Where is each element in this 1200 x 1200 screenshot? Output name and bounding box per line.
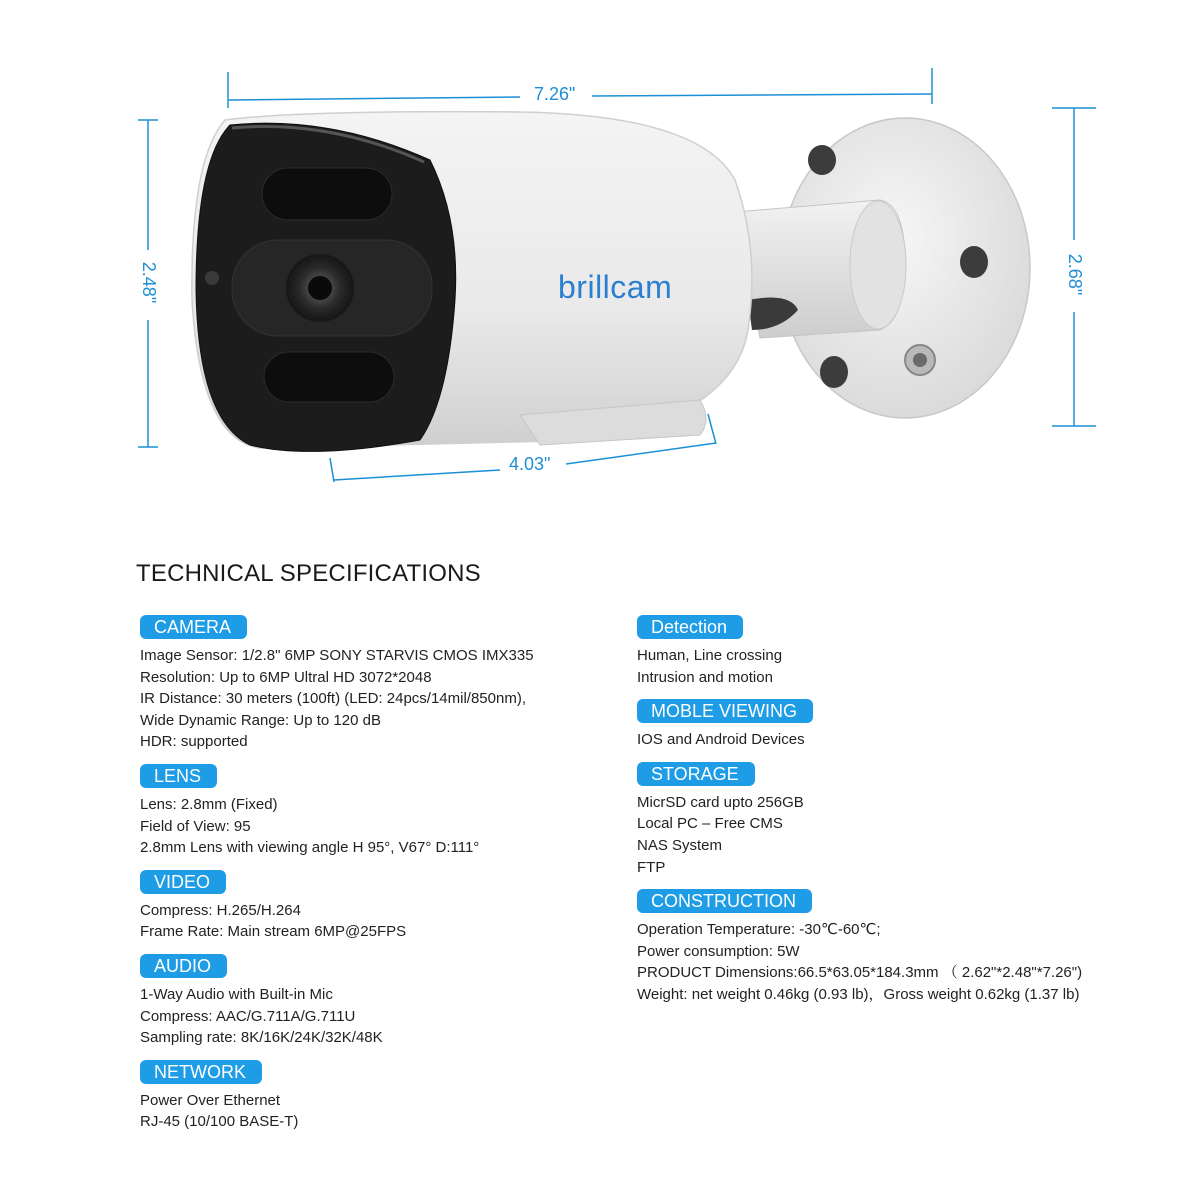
section-badge: CAMERA [140,615,247,639]
spec-section-video [140,870,660,943]
section-badge: AUDIO [140,954,227,978]
arm-joint [850,201,906,329]
spec-line: PRODUCT Dimensions:66.5*63.05*184.3mm （ 2.62"*2.48"*7.26") [637,964,1083,982]
sensor-dot [205,271,219,285]
spec-section-storage [637,762,1157,878]
spec-section-camera [140,615,660,753]
spec-line: HDR: supported [140,733,248,751]
spec-line: Resolution: Up to 6MP Ultral HD 3072*2048 [140,668,432,686]
spec-line: Intrusion and motion [637,668,773,686]
section-badge: MOBLE VIEWING [637,699,813,723]
section-badge: VIDEO [140,870,226,894]
section-badge: STORAGE [637,762,755,786]
spec-line: IOS and Android Devices [637,731,805,749]
spec-line: Weight: net weight 0.46kg (0.93 lb)，Gross weight 0.62kg (1.37 lb) [637,985,1080,1003]
mount-connector-core [913,353,927,367]
spec-section-mobile-viewing [637,699,1157,751]
spec-section-audio [140,954,660,1049]
spec-line: NAS System [637,836,723,854]
spec-line: Wide Dynamic Range: Up to 120 dB [140,711,381,729]
spec-column-left [140,615,660,1144]
section-badge: LENS [140,764,217,788]
mount-screw-hole [960,246,988,278]
ir-window-bottom [264,352,394,402]
page-title: TECHNICAL SPECIFICATIONS [136,560,481,587]
spec-section-lens [140,764,660,859]
section-badge: CONSTRUCTION [637,889,812,913]
spec-line: 2.8mm Lens with viewing angle H 95°, V67° D:111° [140,839,480,857]
spec-line: Power Over Ethernet [140,1091,281,1109]
section-badge: Detection [637,615,743,639]
ir-window-top [262,168,392,220]
brand-logo: brillcam [558,269,673,305]
dimension-length: 4.03" [505,454,554,475]
spec-line: RJ-45 (10/100 BASE-T) [140,1113,299,1131]
spec-column-right [637,615,1157,1017]
camera-illustration [0,0,1200,520]
spec-section-construction [637,889,1157,1005]
spec-line: Operation Temperature: -30℃-60℃; [637,921,881,939]
spec-section-network [140,1060,660,1133]
product-figure [0,0,1200,520]
mount-screw-hole [808,145,836,175]
spec-line: Power consumption: 5W [637,942,800,960]
spec-line: Field of View: 95 [140,817,251,835]
spec-line: Frame Rate: Main stream 6MP@25FPS [140,923,407,941]
dimension-height-left: 2.48" [138,258,159,307]
spec-line: Compress: AAC/G.711A/G.711U [140,1007,356,1025]
spec-line: MicrSD card upto 256GB [637,793,804,811]
spec-line: Human, Line crossing [637,647,783,664]
spec-line: Compress: H.265/H.264 [140,901,301,919]
spec-line: Lens: 2.8mm (Fixed) [140,795,278,813]
spec-line: 1-Way Audio with Built-in Mic [140,985,333,1003]
section-badge: NETWORK [140,1060,262,1084]
dimension-height-right: 2.68" [1064,250,1085,299]
spec-line: Local PC – Free CMS [637,815,783,833]
spec-line: FTP [637,858,666,876]
spec-line: Sampling rate: 8K/16K/24K/32K/48K [140,1029,383,1047]
dimension-width: 7.26" [530,84,579,105]
spec-line: Image Sensor: 1/2.8" 6MP SONY STARVIS CMOS IMX335 [140,647,534,664]
mount-screw-hole [820,356,848,388]
spec-section-detection [637,615,1157,688]
spec-line: IR Distance: 30 meters (100ft) (LED: 24pcs/14mil/850nm), [140,690,526,708]
